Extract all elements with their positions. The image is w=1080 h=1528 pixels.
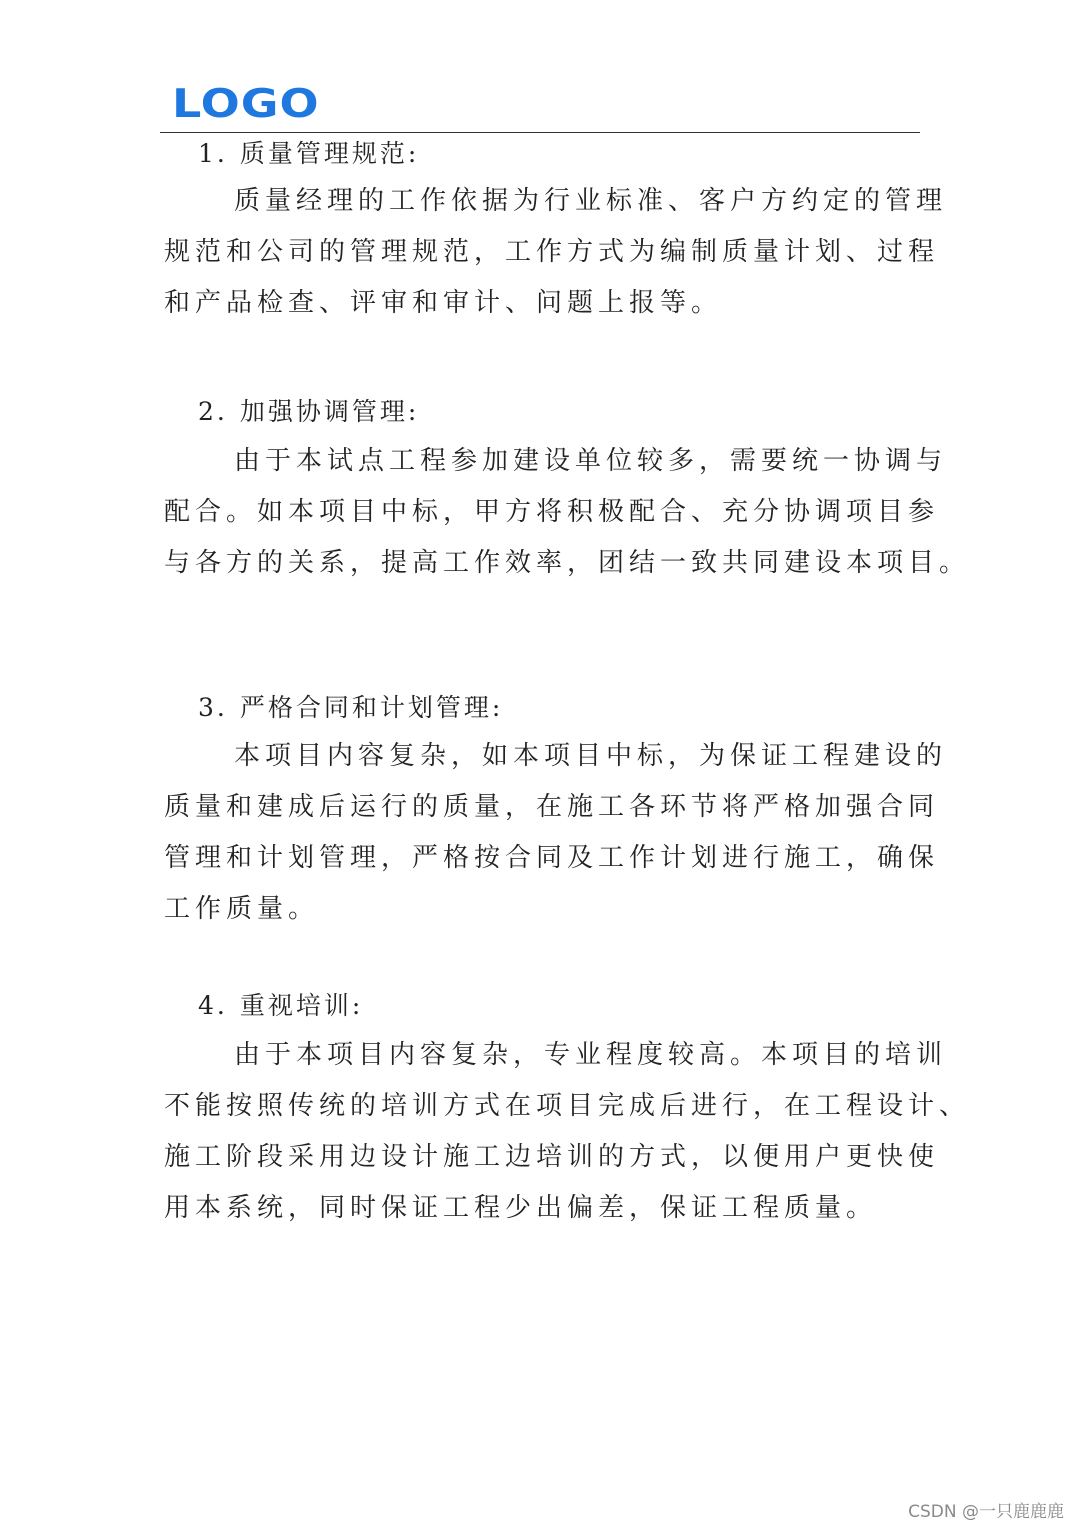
company-logo: LOGO <box>172 80 320 127</box>
paragraph-line: 本项目内容复杂，如本项目中标，为保证工程建设的 <box>234 741 948 771</box>
paragraph-line: 质量经理的工作依据为行业标准、客户方约定的管理 <box>234 186 948 216</box>
section-paragraph <box>164 731 948 935</box>
paragraph-line: 和产品检查、评审和审计、问题上报等。 <box>164 288 723 318</box>
section-title: 重视培训: <box>239 991 364 1020</box>
section-paragraph <box>164 1030 971 1234</box>
paragraph-line: 由于本试点工程参加建设单位较多，需要统一协调与 <box>234 446 948 476</box>
section-title: 加强协调管理: <box>239 397 420 426</box>
paragraph-line: 施工阶段采用边设计施工边培训的方式，以便用户更快使 <box>164 1142 940 1172</box>
paragraph-line: 由于本项目内容复杂，专业程度较高。本项目的培训 <box>234 1040 948 1070</box>
paragraph-line: 配合。如本项目中标，甲方将积极配合、充分协调项目参 <box>164 497 940 527</box>
section-paragraph <box>164 176 948 329</box>
paragraph-line: 管理和计划管理，严格按合同及工作计划进行施工，确保 <box>164 843 940 873</box>
section-number: 2. <box>198 397 228 426</box>
paragraph-line: 用本系统，同时保证工程少出偏差，保证工程质量。 <box>164 1193 878 1223</box>
section-title: 严格合同和计划管理: <box>239 693 504 722</box>
section-heading <box>198 690 503 726</box>
paragraph-line: 规范和公司的管理规范，工作方式为编制质量计划、过程 <box>164 237 940 267</box>
section-title: 质量管理规范: <box>239 139 420 168</box>
paragraph-line: 质量和建成后运行的质量，在施工各环节将严格加强合同 <box>164 792 940 822</box>
section-number: 3. <box>198 693 228 722</box>
paragraph-line: 不能按照传统的培训方式在项目完成后进行，在工程设计、 <box>164 1091 971 1121</box>
section-number: 1. <box>198 139 228 168</box>
source-watermark: CSDN @一只鹿鹿鹿 <box>908 1502 1064 1522</box>
header-divider <box>160 132 920 133</box>
paragraph-line: 与各方的关系，提高工作效率，团结一致共同建设本项目。 <box>164 548 971 578</box>
section-number: 4. <box>198 991 228 1020</box>
section-heading <box>198 136 419 172</box>
section-paragraph <box>164 436 971 589</box>
paragraph-line: 工作质量。 <box>164 894 320 924</box>
section-heading <box>198 988 363 1024</box>
section-heading <box>198 394 419 430</box>
